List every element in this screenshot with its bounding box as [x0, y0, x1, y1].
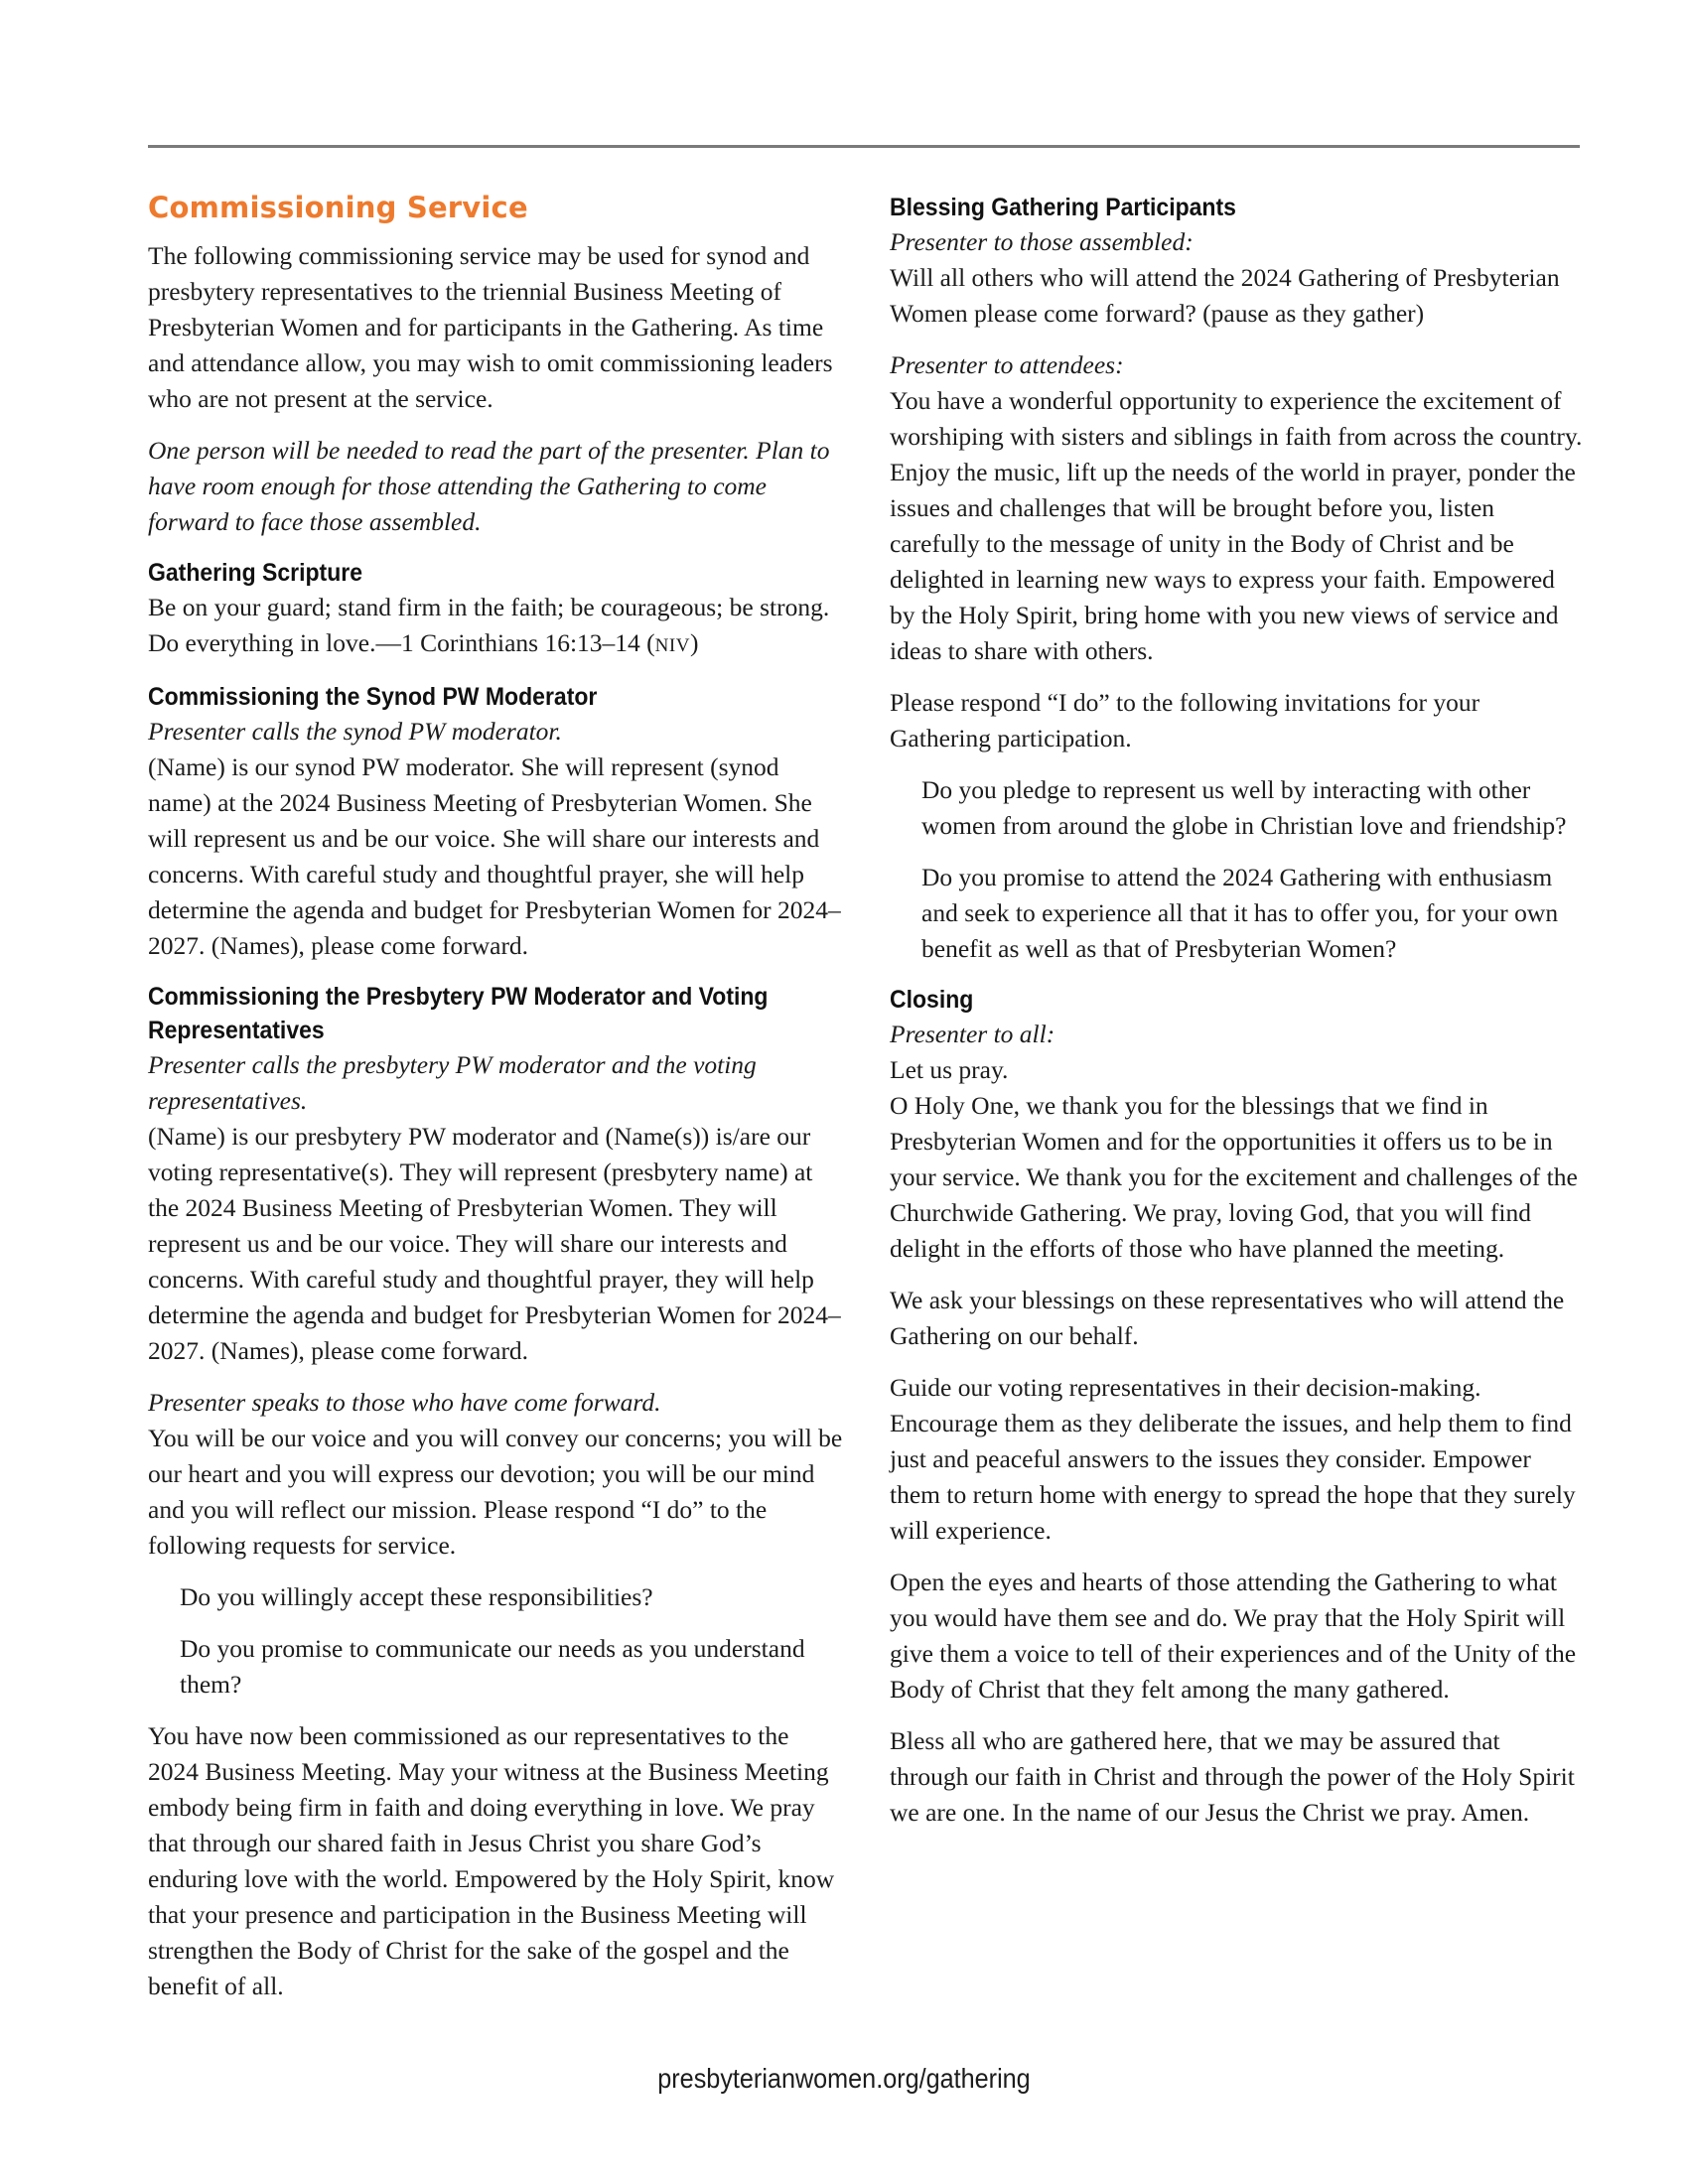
blessing-text-2: You have a wonderful opportunity to experience the excitement of worshiping with sisters and siblings in faith from across the country. Enjoy the music, lift up the needs of the world in prayer, ponder the issues and challenges that will be brought before you, listen carefully to the message of unity in the Body of Christ and be delighted in learning new ways to express your faith. Empowered by the Holy Spirit, bring home with you new views of service and ideas to share with others.	[890, 386, 1583, 665]
intro-instruction: One person will be needed to read the part of the presenter. Plan to have room enough for those attending the Gathering to come forward to face those assembled.	[148, 436, 830, 536]
prayer-paragraph-4: Open the eyes and hearts of those attending the Gathering to what you would have them see and do. We pray that the Holy Spirit will give them a voice to tell of their experiences and of the Unity of the Body of Christ that they felt among the many gathered.	[890, 1568, 1577, 1704]
left-column	[148, 191, 843, 2020]
presbytery-heading: Commissioning the Presbytery PW Moderator and Voting Representatives	[148, 983, 769, 1044]
commissioned-paragraph: You have now been commissioned as our representatives to the 2024 Business Meeting. May your witness at the Business Meeting embody being firm in faith and doing everything in love. We pray that through our shared faith in Jesus Christ you share God’s enduring love with the world. Empowered by the Holy Spirit, know that your presence and participation in the Business Meeting will strengthen the Body of Christ for the sake of the gospel and the benefit of all.	[148, 1721, 835, 2000]
prayer-paragraph-5: Bless all who are gathered here, that we may be assured that through our faith in Christ and through the power of the Holy Spirit we are one. In the name of our Jesus the Christ we pray. Amen.	[890, 1726, 1575, 1827]
blessing-heading: Blessing Gathering Participants	[890, 194, 1236, 221]
prayer-paragraph-2: We ask your blessings on these representatives who will attend the Gathering on our behalf.	[890, 1286, 1565, 1350]
invitation-question-1: Do you pledge to represent us well by interacting with other women from around the globe in Christian love and friendship?	[921, 775, 1567, 840]
blessing-instruction-1: Presenter to those assembled:	[890, 227, 1194, 256]
top-rule	[148, 145, 1580, 148]
come-forward-text: You will be our voice and you will convey our concerns; you will be our heart and you will express our devotion; you will be our mind and you will reflect our mission. Please respond “I do” to the following requests for service.	[148, 1424, 843, 1560]
scripture-text	[148, 590, 843, 664]
right-column	[890, 191, 1585, 1846]
come-forward-instruction: Presenter speaks to those who have come forward.	[148, 1388, 661, 1417]
invitation-question-2: Do you promise to attend the 2024 Gathering with enthusiasm and seek to experience all that it has to offer you, for your own benefit as well as that of Presbyterian Women?	[921, 863, 1559, 963]
closing-line: Let us pray.	[890, 1055, 1009, 1084]
prayer-paragraph-3: Guide our voting representatives in their decision-making. Encourage them as they deliberate the issues, and help them to find just and peaceful answers to the issues they consider. Empower them to return home with energy to spread the hope that they surely will experience.	[890, 1373, 1576, 1545]
blessing-instruction-2: Presenter to attendees:	[890, 350, 1124, 379]
intro-paragraph: The following commissioning service may be used for synod and presbytery representatives to the triennial Business Meeting of Presbyterian Women and for participants in the Gathering. As time and attendance allow, you may wish to omit commissioning leaders who are not present at the service.	[148, 241, 833, 413]
service-question-2: Do you promise to communicate our needs as you understand them?	[180, 1634, 805, 1699]
page-title: Commissioning Service	[148, 191, 528, 224]
scripture-version: NIV	[654, 635, 690, 656]
closing-heading: Closing	[890, 986, 974, 1014]
closing-instruction: Presenter to all:	[890, 1020, 1055, 1048]
footer-url: presbyterianwomen.org/gathering	[657, 2063, 1031, 2094]
service-question-1: Do you willingly accept these responsibilities?	[180, 1582, 653, 1611]
synod-text: (Name) is our synod PW moderator. She will represent (synod name) at the 2024 Business Meeting of Presbyterian Women. She will represent us and be our voice. She will share our interests and concerns. With careful study and thoughtful prayer, she will help determine the agenda and budget for Presbyterian Women for 2024–2027. (Names), please come forward.	[148, 752, 841, 960]
synod-heading: Commissioning the Synod PW Moderator	[148, 683, 598, 711]
presbytery-instruction: Presenter calls the presbytery PW moderator and the voting representatives.	[148, 1050, 757, 1115]
prayer-paragraph-1: O Holy One, we thank you for the blessings that we find in Presbyterian Women and for the opportunities it offers us to be in your service. We thank you for the excitement and challenges of the Churchwide Gathering. We pray, loving God, that you will find delight in the efforts of those who have planned the meeting.	[890, 1091, 1578, 1263]
blessing-text-1: Will all others who will attend the 2024 Gathering of Presbyterian Women please come forward? (pause as they gather)	[890, 263, 1560, 328]
blessing-text-3: Please respond “I do” to the following invitations for your Gathering participation.	[890, 688, 1480, 752]
presbytery-text: (Name) is our presbytery PW moderator and (Name(s)) is/are our voting representative(s). They will represent (presbytery name) at the 2024 Business Meeting of Presbyterian Women. They will represent us and be our voice. They will share our interests and concerns. With careful study and thoughtful prayer, they will help determine the agenda and budget for Presbyterian Women for 2024–2027. (Names), please come forward.	[148, 1122, 841, 1365]
scripture-verse: Be on your guard; stand firm in the faith; be courageous; be strong. Do everything in love.—1 Corinthians 16:13–14 (	[148, 593, 830, 657]
synod-instruction: Presenter calls the synod PW moderator.	[148, 717, 562, 746]
scripture-close: )	[689, 628, 699, 657]
scripture-heading: Gathering Scripture	[148, 559, 362, 587]
